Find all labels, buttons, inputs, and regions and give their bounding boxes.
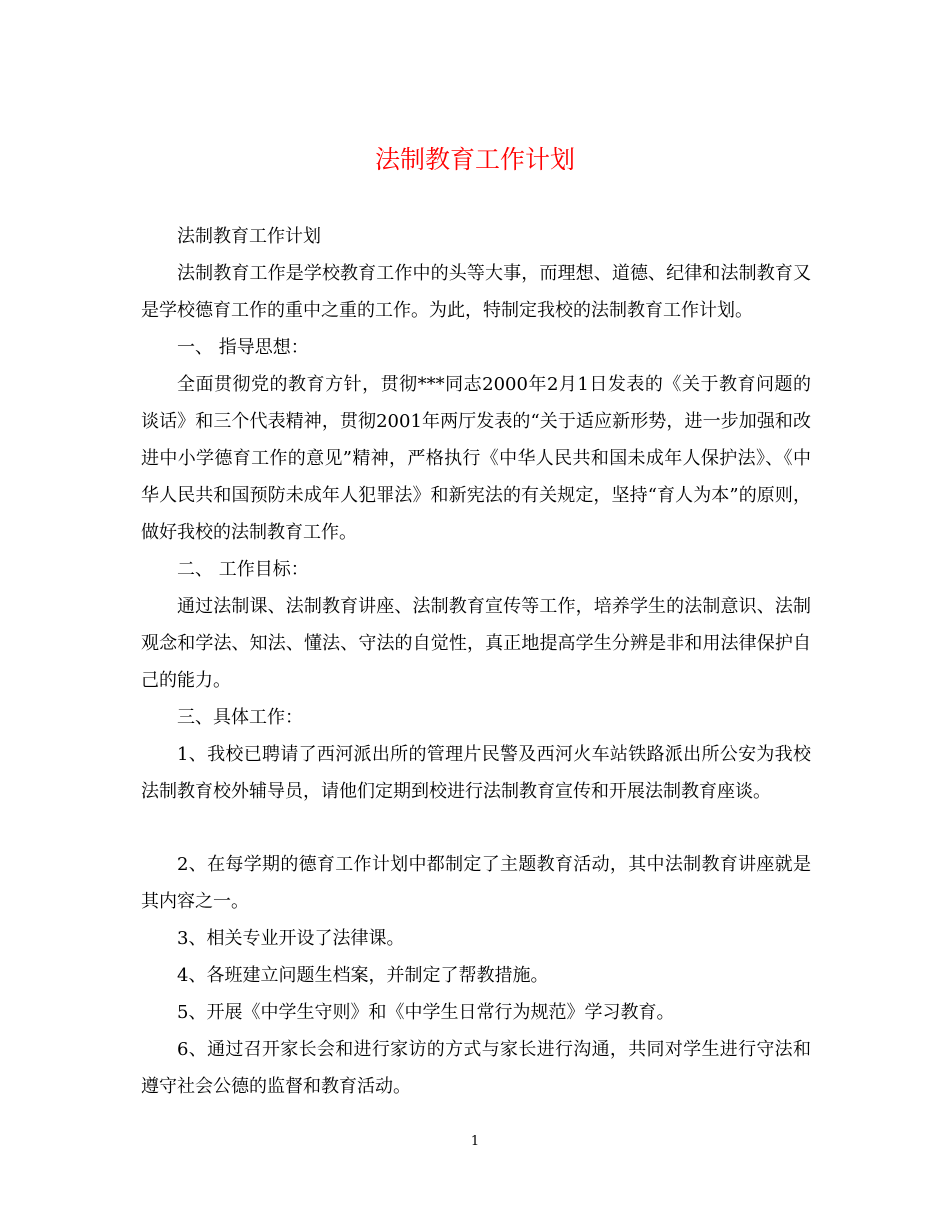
paragraph-intro: 法制教育工作是学校教育工作中的头等大事，而理想、道德、纪律和法制教育又是学校德育工作的重中之重的工作。为此，特制定我校的法制教育工作计划。 [141, 263, 811, 321]
section-heading-guiding-ideology: 一、 指导思想： [177, 337, 309, 358]
paragraph-guiding-ideology: 全面贯彻党的教育方针，贯彻***同志2000年2月1日发表的《关于教育问题的谈话》和三个代表精神，贯彻2001年两厅发表的“关于适应新形势，进一步加强和改进中小学德育工作的意见”精神，严格执行《中华人民共和国未成年人保护法》、《中华人民共和国预防未成年人犯罪法》和新宪法的有关规定，坚持“育人为本”的原则，做好我校的法制教育工作。 [141, 374, 811, 543]
document-title: 法制教育工作计划 [374, 145, 575, 174]
document-body [141, 218, 811, 1105]
list-item-6: 6、通过召开家长会和进行家访的方式与家长进行沟通，共同对学生进行守法和遵守社会公德的监督和教育活动。 [141, 1039, 811, 1097]
blank-line [141, 810, 811, 846]
list-item-2: 2、在每学期的德育工作计划中都制定了主题教育活动，其中法制教育讲座就是其内容之一。 [141, 854, 811, 912]
list-item-3: 3、相关专业开设了法律课。 [177, 928, 405, 949]
page-number: 1 [470, 1134, 480, 1149]
list-item-5: 5、开展《中学生守则》和《中学生日常行为规范》学习教育。 [177, 1002, 675, 1023]
paragraph-work-goals: 通过法制课、法制教育讲座、法制教育宣传等工作，培养学生的法制意识、法制观念和学法、知法、懂法、守法的自觉性，真正地提高学生分辨是非和用法律保护自己的能力。 [141, 596, 811, 691]
section-heading-specific-work: 三、具体工作： [177, 707, 303, 728]
list-item-1: 1、我校已聘请了西河派出所的管理片民警及西河火车站铁路派出所公安为我校法制教育校外辅导员，请他们定期到校进行法制教育宣传和开展法制教育座谈。 [141, 744, 811, 802]
paragraph-subtitle: 法制教育工作计划 [177, 226, 321, 247]
list-item-4: 4、各班建立问题生档案，并制定了帮教措施。 [177, 965, 549, 986]
section-heading-work-goals: 二、 工作目标： [177, 559, 309, 580]
